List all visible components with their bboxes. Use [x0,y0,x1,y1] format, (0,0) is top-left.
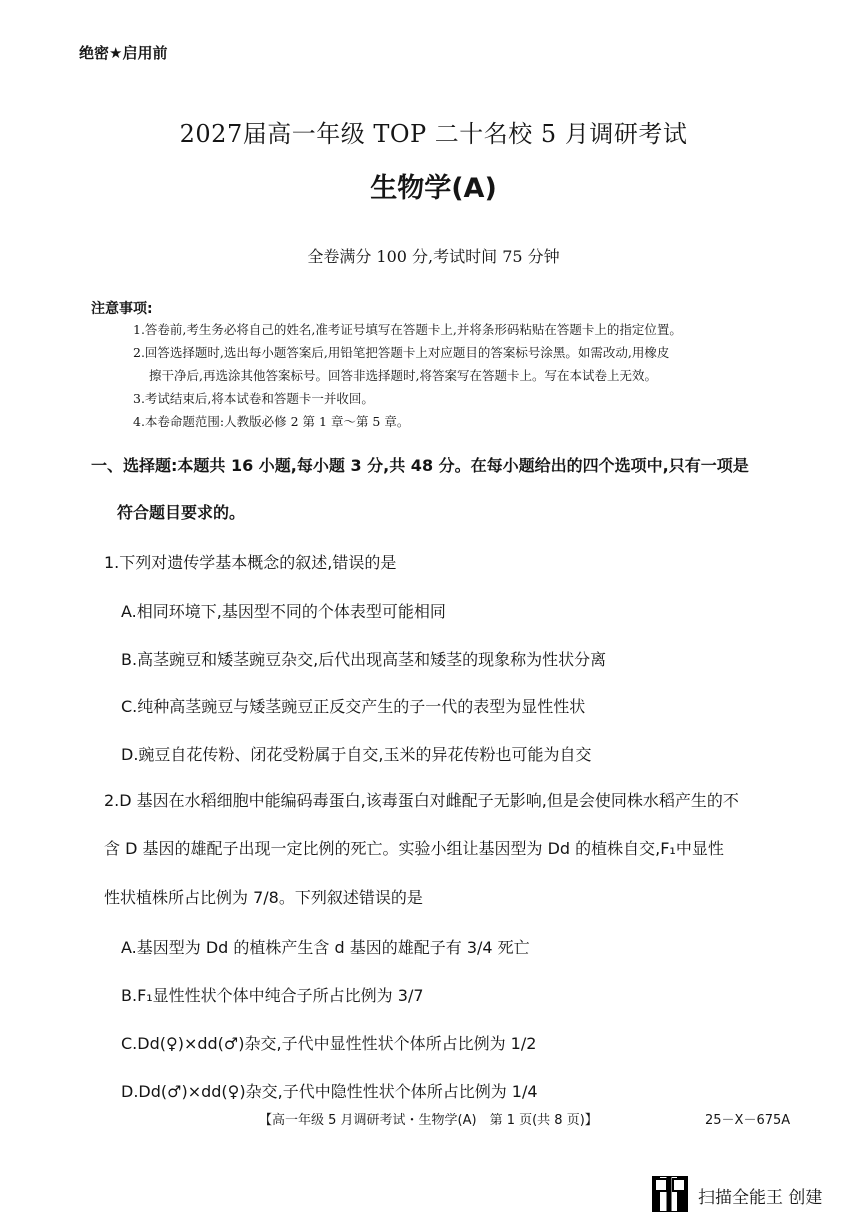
question-2-option-a: A.基因型为 Dd 的植株产生含 d 基因的雄配子有 3/4 死亡 [121,938,530,957]
exam-title: 2027届高一年级 TOP 二十名校 5 月调研考试 [179,120,688,148]
question-1-option-c: C.纯种高茎豌豆与矮茎豌豆正反交产生的子一代的表型为显性性状 [121,697,586,716]
notice-item: 4.本卷命题范围:人教版必修 2 第 1 章～第 5 章。 [133,414,410,429]
question-2-stem: 含 D 基因的雄配子出现一定比例的死亡。实验小组让基因型为 Dd 的植株自交,F₁中显性 [104,839,724,858]
question-1-option-d: D.豌豆自花传粉、闭花受粉属于自交,玉米的异花传粉也可能为自交 [121,745,592,764]
notice-item: 3.考试结束后,将本试卷和答题卡一并收回。 [133,391,374,406]
score-info: 全卷满分 100 分,考试时间 75 分钟 [307,247,560,266]
notice-item: 2.回答选择题时,选出每小题答案后,用铅笔把答题卡上对应题目的答案标号涂黑。如需改动,用橡皮 [133,345,670,360]
confidential-label: 绝密★启用前 [79,44,168,62]
question-1-option-b: B.高茎豌豆和矮茎豌豆杂交,后代出现高茎和矮茎的现象称为性状分离 [121,650,607,669]
question-2-option-d: D.Dd(♂)×dd(♀)杂交,子代中隐性性状个体所占比例为 1/4 [121,1082,538,1101]
question-2-option-c: C.Dd(♀)×dd(♂)杂交,子代中显性性状个体所占比例为 1/2 [121,1034,537,1053]
question-1-stem: 1.下列对遗传学基本概念的叙述,错误的是 [104,553,397,572]
exam-subject: 生物学(A) [370,173,497,204]
question-2-stem: 2.D 基因在水稻细胞中能编码毒蛋白,该毒蛋白对雌配子无影响,但是会使同株水稻产生的不 [104,791,739,810]
notice-item: 1.答卷前,考生务必将自己的姓名,准考证号填写在答题卡上,并将条形码粘贴在答题卡上的指定位置。 [133,322,682,337]
question-2-option-b: B.F₁显性性状个体中纯合子所占比例为 3/7 [121,986,424,1005]
exam-code: 25－X－675A [705,1113,791,1128]
scanner-watermark: 扫描全能王 创建 [698,1188,823,1208]
question-1-option-a: A.相同环境下,基因型不同的个体表型可能相同 [121,602,446,621]
section-heading: 一、选择题:本题共 16 小题,每小题 3 分,共 48 分。在每小题给出的四个选项中,只有一项是 [91,456,749,475]
notice-item: 擦干净后,再选涂其他答案标号。回答非选择题时,将答案写在答题卡上。写在本试卷上无效。 [149,368,657,383]
question-2-stem: 性状植株所占比例为 7/8。下列叙述错误的是 [104,888,423,907]
page-footer: 【高一年级 5 月调研考试・生物学(A) 第 1 页(共 8 页)】 [259,1113,598,1128]
qr-code-icon [652,1176,688,1212]
notice-heading: 注意事项: [91,301,153,317]
section-heading-cont: 符合题目要求的。 [117,503,246,522]
